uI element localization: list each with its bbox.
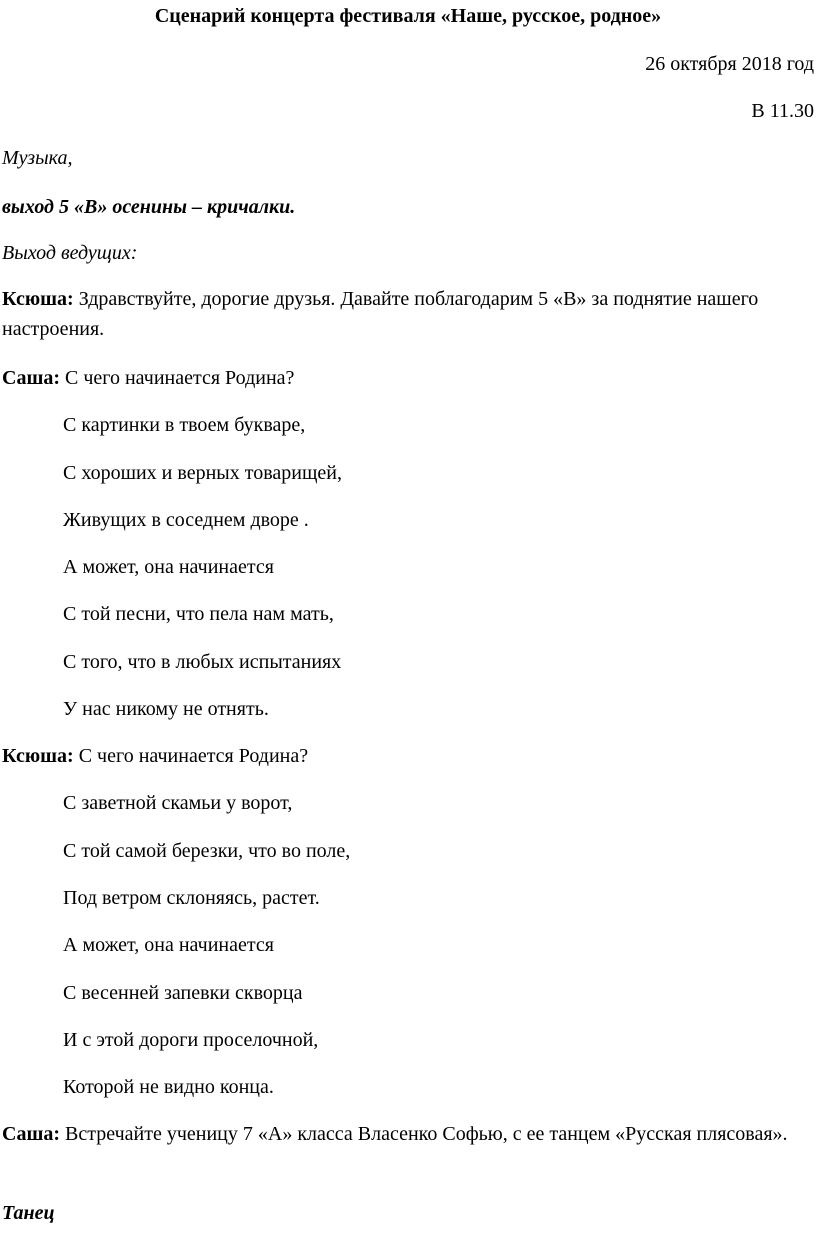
speaker-name: Ксюша: [2,288,74,310]
dance-line: Танец [2,1202,55,1224]
verse-line: А может, она начинается [63,934,274,956]
hosts-line: Выход ведущих: [2,242,138,264]
speech-text: С чего начинается Родина? [73,745,309,767]
paragraph-ksyusha-2 [2,744,308,768]
page-title: Сценарий концерта фестиваля «Наше, русское, родное» [154,5,662,27]
date-line: 26 октября 2018 год [645,53,814,75]
verse-line: Которой не видно конца. [63,1076,274,1098]
speech-text: Здравствуйте, дорогие друзья. Давайте поблагодарим 5 «В» за поднятие нашего настроения. [2,288,759,340]
verse-line: С весенней запевки скворца [63,982,303,1004]
music-line: Музыка, [2,147,73,169]
verse-line: У нас никому не отнять. [63,698,269,720]
paragraph-ksyusha-1 [2,284,802,344]
speaker-name: Саша: [2,367,60,389]
verse-line: Под ветром склоняясь, растет. [63,887,320,909]
speaker-name: Саша: [2,1123,60,1145]
verse-line: С хороших и верных товарищей, [63,462,342,484]
speech-text: Встречайте ученицу 7 «А» класса Власенко Софью, с ее танцем «Русская плясовая». [60,1123,788,1145]
verse-line: С того, что в любых испытаниях [63,651,342,673]
exit-line: выход 5 «В» осенины – кричалки. [2,196,296,218]
verse-line: С той самой березки, что во поле, [63,840,351,862]
speaker-name: Ксюша: [2,745,74,767]
verse-line: С той песни, что пела нам мать, [63,603,334,625]
paragraph-sasha-2 [2,1119,802,1149]
verse-line: И с этой дороги проселочной, [63,1029,319,1051]
speech-text: С чего начинается Родина? [60,367,295,389]
verse-line: С картинки в твоем букваре, [63,414,306,436]
paragraph-sasha-1 [2,366,294,390]
verse-line: А может, она начинается [63,556,274,578]
verse-line: С заветной скамьи у ворот, [63,792,293,814]
time-line: В 11.30 [751,100,814,122]
verse-line: Живущих в соседнем дворе . [63,509,309,531]
